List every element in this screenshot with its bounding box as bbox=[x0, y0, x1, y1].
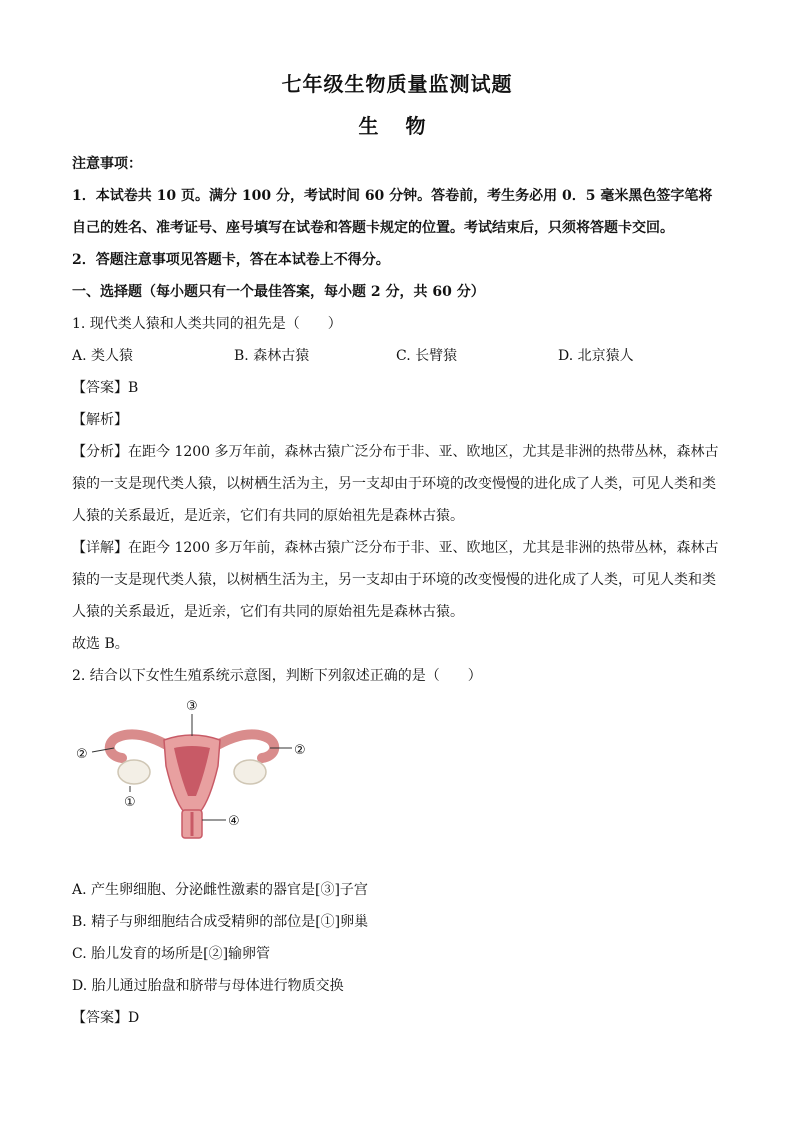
q1-option-c: C. 长臂猿 bbox=[396, 348, 458, 364]
right-fallopian-tube bbox=[212, 734, 274, 758]
q1-detail: 【详解】在距今 1200 多万年前，森林古猿广泛分布于非、亚、欧地区，尤其是非洲的热带丛林，森林古猿的一支是现代类人猿，以树栖生活为主，另一支却由于环境的改变慢慢的进化成了人类，可见人类和类人猿的关系最近，是近亲，它们有共同的原始祖先是森林古猿。 bbox=[72, 540, 719, 620]
label-1: ① bbox=[124, 795, 136, 810]
notice-item-1: 1．本试卷共 10 页。满分 100 分，考试时间 60 分钟。答卷前，考生务必用 0．5 毫米黑色签字笔将自己的姓名、准考证号、座号填写在试卷和答题卡规定的位置。考试结束后，只须将答题卡交回。 bbox=[72, 188, 713, 236]
left-fallopian-tube bbox=[110, 734, 172, 758]
q1-analysis: 【分析】在距今 1200 多万年前，森林古猿广泛分布于非、亚、欧地区，尤其是非洲的热带丛林，森林古猿的一支是现代类人猿，以树栖生活为主，另一支却由于环境的改变慢慢的进化成了人类，可见人类和类人猿的关系最近，是近亲，它们有共同的原始祖先是森林古猿。 bbox=[72, 444, 719, 524]
left-ovary bbox=[118, 760, 150, 784]
q2-answer: 【答案】D bbox=[72, 1010, 140, 1026]
notice-item-2: 2．答题注意事项见答题卡，答在本试卷上不得分。 bbox=[72, 252, 390, 268]
q1-answer: 【答案】B bbox=[72, 380, 139, 396]
q2-option-d: D. 胎儿通过胎盘和脐带与母体进行物质交换 bbox=[72, 978, 344, 994]
right-ovary bbox=[234, 760, 266, 784]
label-2-left: ② bbox=[76, 747, 88, 762]
page-title: 七年级生物质量监测试题 bbox=[281, 72, 513, 96]
q2-option-c: C. 胎儿发育的场所是[②]输卵管 bbox=[72, 946, 271, 962]
page-subtitle: 生 物 bbox=[358, 114, 436, 138]
question-1-stem: 1. 现代类人猿和人类共同的祖先是（ ） bbox=[72, 316, 342, 332]
question-2-stem: 2. 结合以下女性生殖系统示意图，判断下列叙述正确的是（ ） bbox=[72, 668, 482, 684]
reproductive-system-figure bbox=[72, 696, 724, 868]
q1-option-a: A. 类人猿 bbox=[72, 348, 134, 364]
q2-option-a: A. 产生卵细胞、分泌雌性激素的器官是[③]子宫 bbox=[72, 882, 368, 898]
uterus-diagram bbox=[72, 696, 312, 868]
label-2-right: ② bbox=[294, 743, 306, 758]
label-4: ④ bbox=[228, 814, 240, 829]
q1-option-b: B. 森林古猿 bbox=[234, 348, 310, 364]
notice-heading: 注意事项： bbox=[72, 156, 142, 172]
q1-option-d: D. 北京猿人 bbox=[558, 348, 634, 364]
q1-analysis-heading: 【解析】 bbox=[72, 412, 128, 428]
question-1-options bbox=[72, 340, 724, 372]
content bbox=[72, 148, 724, 1034]
q2-option-b: B. 精子与卵细胞结合成受精卵的部位是[①]卵巢 bbox=[72, 914, 369, 930]
label-3: ③ bbox=[186, 699, 198, 714]
q1-conclusion: 故选 B。 bbox=[72, 636, 129, 652]
section-heading: 一、选择题（每小题只有一个最佳答案，每小题 2 分，共 60 分） bbox=[72, 284, 485, 300]
